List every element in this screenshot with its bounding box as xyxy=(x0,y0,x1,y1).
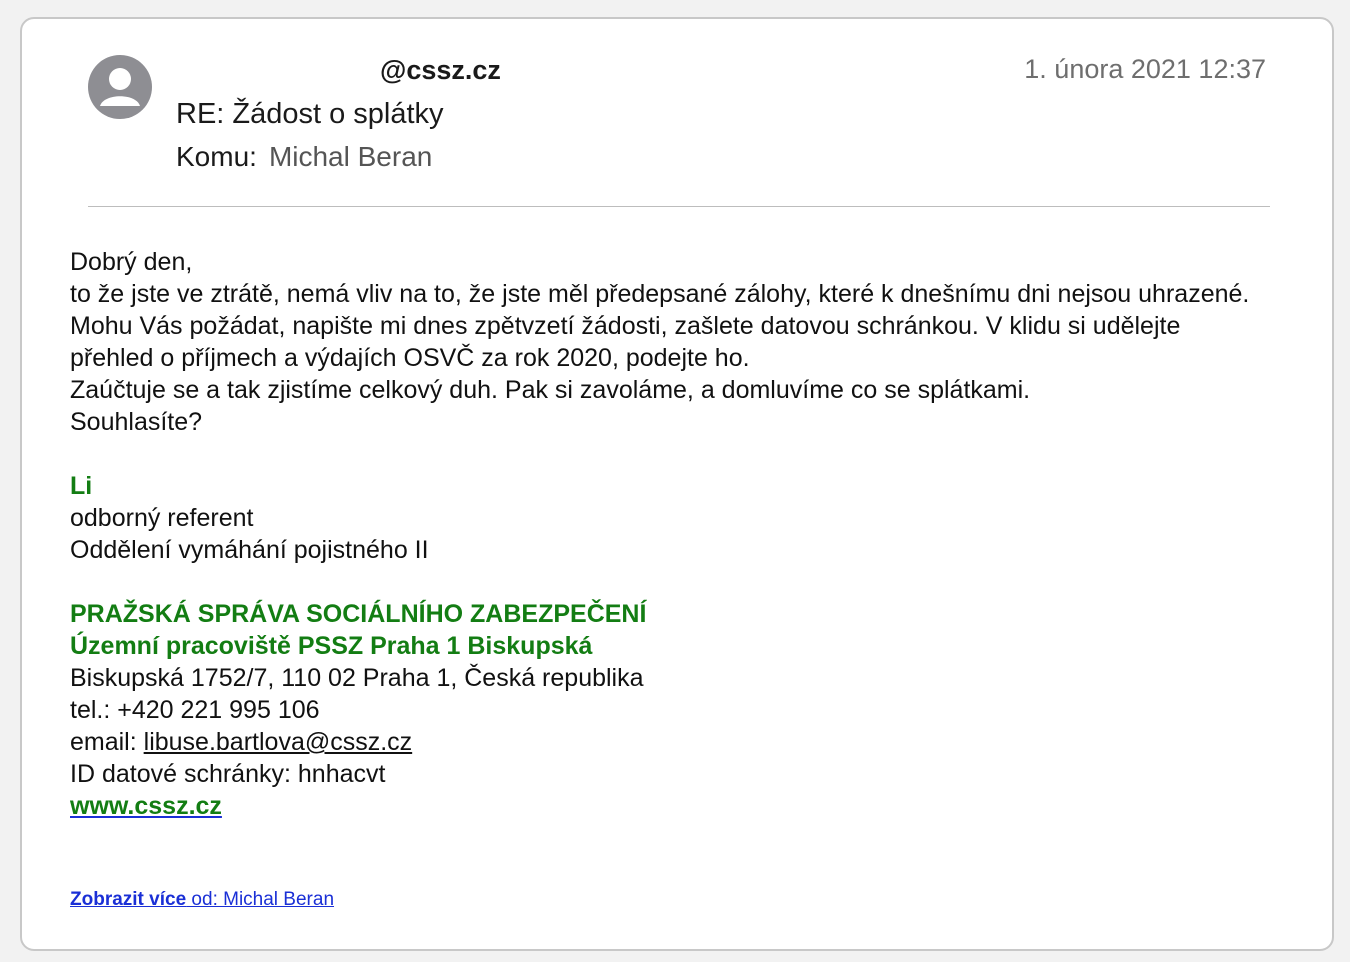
header-divider xyxy=(88,206,1270,207)
recipient-row xyxy=(176,140,432,174)
website-link[interactable]: www.cssz.cz xyxy=(70,792,222,820)
signature-phone: tel.: +420 221 995 106 xyxy=(70,696,320,724)
signature-web-row xyxy=(70,790,1260,822)
signature-role: odborný referent xyxy=(70,504,254,532)
signature-branch: Územní pracoviště PSSZ Praha 1 Biskupská xyxy=(70,632,593,660)
show-more-rest: od: Michal Beran xyxy=(186,889,335,910)
spacer xyxy=(70,438,1260,470)
body-paragraph-2: Mohu Vás požádat, napište mi dnes zpětvzetí žádosti, zašlete datovou schránkou. V klidu si udělejte přehled o příjmech a výdajích OSVČ za rok 2020, podejte ho. xyxy=(70,312,1181,372)
body-paragraph-1: to že jste ve ztrátě, nemá vliv na to, že jste měl předepsané zálohy, které k dnešnímu dni nejsou uhrazené. xyxy=(70,280,1250,308)
signature-email-link[interactable]: libuse.bartlova@cssz.cz xyxy=(143,728,413,756)
to-label: Komu: xyxy=(176,141,257,172)
email-label: email: xyxy=(70,728,144,756)
body-paragraph-3: Zaúčtuje se a tak zjistíme celkový duh. Pak si zavoláme, a domluvíme co se splátkami. xyxy=(70,376,1031,404)
body-paragraph-4: Souhlasíte? xyxy=(70,408,203,436)
greeting: Dobrý den, xyxy=(70,248,193,276)
message-date: 1. února 2021 12:37 xyxy=(1024,54,1266,84)
signature-email-row xyxy=(70,726,1260,758)
spacer xyxy=(70,566,1260,598)
signature-department: Oddělení vymáhání pojistného II xyxy=(70,536,429,564)
person-avatar-icon[interactable] xyxy=(88,55,152,119)
email-message-card xyxy=(20,17,1334,951)
sender-domain: @cssz.cz xyxy=(380,55,501,85)
signature-name: Li xyxy=(70,472,93,500)
redacted-area xyxy=(176,60,380,84)
signature-databox: ID datové schránky: hnhacvt xyxy=(70,760,386,788)
show-more-link[interactable] xyxy=(70,889,334,911)
show-more-bold: Zobrazit více xyxy=(70,889,187,910)
signature-address: Biskupská 1752/7, 110 02 Praha 1, Česká republika xyxy=(70,664,644,692)
message-body xyxy=(70,246,1260,822)
signature-org: PRAŽSKÁ SPRÁVA SOCIÁLNÍHO ZABEZPEČENÍ xyxy=(70,600,647,628)
sender-address[interactable] xyxy=(176,55,501,85)
message-subject: RE: Žádost o splátky xyxy=(176,98,444,130)
recipient-name[interactable]: Michal Beran xyxy=(268,141,433,172)
